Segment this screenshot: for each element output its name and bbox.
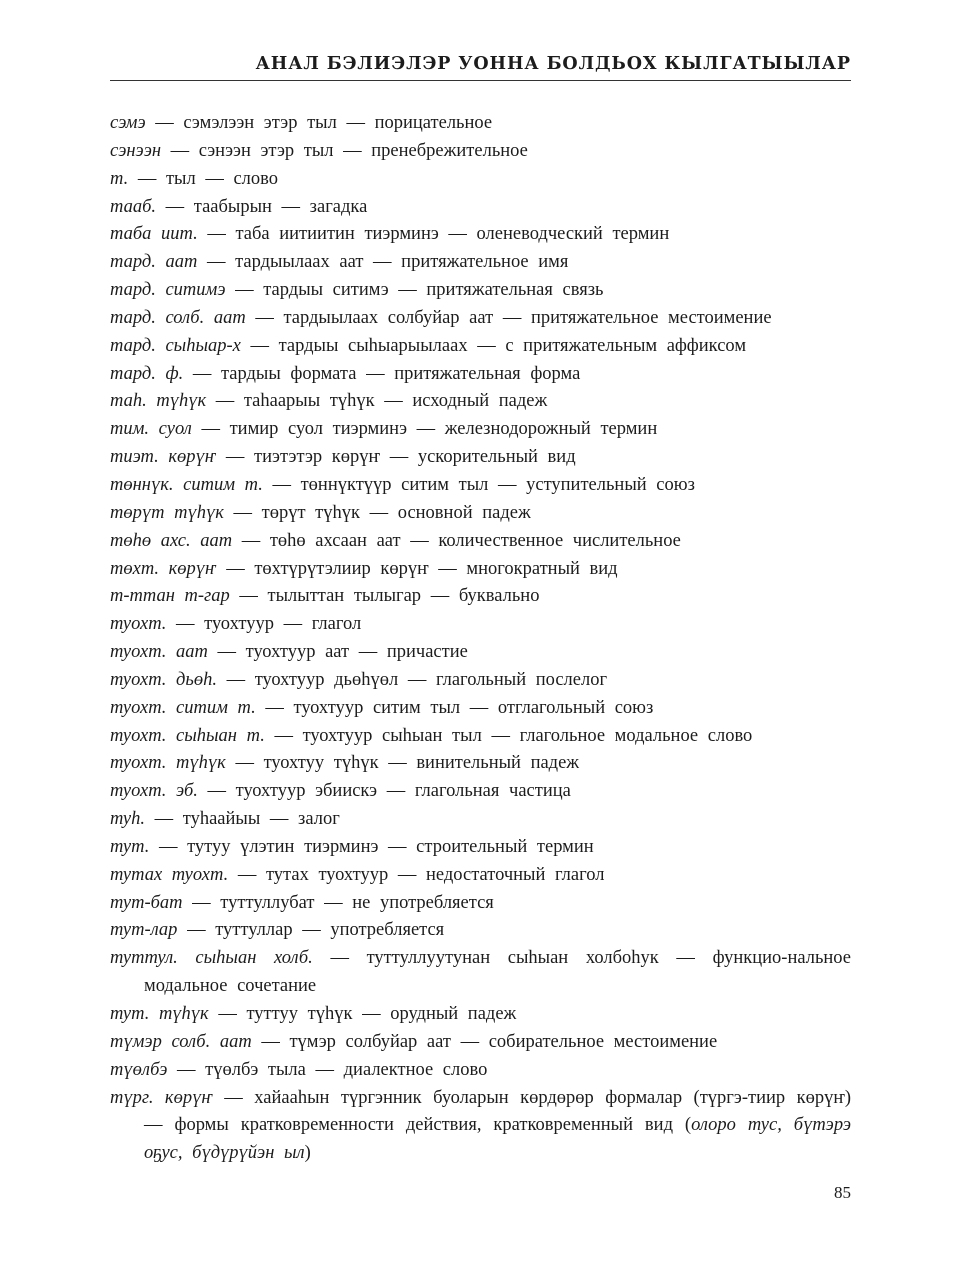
abbreviation-entry: сэнээн — сэнээн этэр тыл — пренебрежительное <box>110 140 528 161</box>
abbreviation-entry: тард. ситимэ — тардыы ситимэ — притяжательная связь <box>110 280 604 301</box>
abbreviation-entry: тутах туохт. — тутах туохтуур — недостаточный глагол <box>110 864 605 885</box>
entry-full-form: тиэтэтэр көрүҥ <box>254 447 381 468</box>
entry-translation: формы кратковременности действия, кратковременный вид <box>174 1115 673 1136</box>
entry-full-form: туһаайыы <box>182 809 261 830</box>
entry-translation: залог <box>298 809 340 830</box>
entry-full-form: тардыы ситимэ <box>263 280 389 301</box>
entry-translation: строительный термин <box>416 836 594 857</box>
abbreviation-entry: тааб. — таабырын — загадка <box>110 196 368 217</box>
entry-full-form: тутах туохтуур <box>265 864 389 885</box>
entry-abbreviation: тард. сыһыар-х <box>110 335 241 356</box>
entry-abbreviation: тут-лар <box>110 920 178 941</box>
entry-full-form: сэмэлээн этэр тыл <box>183 113 337 133</box>
entry-abbreviation: тард. солб. аат <box>110 307 246 328</box>
abbreviation-entry: туохт. дьөһ. — туохтуур дьөһүөл — глагольный послелог <box>110 669 608 690</box>
abbreviation-entry: түмэр солб. аат — түмэр солбуйар аат — собирательное местоимение <box>110 1031 718 1052</box>
abbreviation-entry: төннүк. ситим т. — төннүктүүр ситим тыл — уступительный союз <box>110 474 695 495</box>
entry-examples: олоро тус, бүтэрэ оҕус, бүдүрүйэн ыл <box>144 1115 851 1164</box>
entry-full-form: туохтуур ситим тыл <box>293 697 461 718</box>
entry-abbreviation: сэмэ <box>110 113 146 133</box>
entry-abbreviation: тут-бат <box>110 892 183 913</box>
abbreviation-entry: тут-бат — туттуллубат — не употребляется <box>110 892 494 913</box>
abbreviation-entry: туохт. сыһыан т. — туохтуур сыһыан тыл — глагольное модальное слово <box>110 725 753 746</box>
entry-full-form: тылыттан тылыгар <box>267 586 422 607</box>
entry-abbreviation: туохт. <box>110 614 167 635</box>
entry-abbreviation: тут. <box>110 836 150 857</box>
entry-abbreviation: тааб. <box>110 196 157 217</box>
abbreviation-entry: тут. — тутуу үлэтин тиэрминэ — строительный термин <box>110 836 594 857</box>
entry-full-form: туттуллуутунан сыһыан холбоһук <box>366 948 659 969</box>
abbreviation-entry: туохт. түһүк — туохтуу түһүк — винительный падеж <box>110 753 580 774</box>
entry-translation: исходный падеж <box>412 391 548 412</box>
entry-abbreviation: төрүт түһүк <box>110 502 224 523</box>
entry-translation: причастие <box>386 642 468 663</box>
entry-full-form: таһаарыы түһүк <box>243 391 375 412</box>
entry-full-form: төһө ахсаан аат <box>269 530 401 551</box>
page-number: 85 <box>834 1183 851 1202</box>
abbreviation-entry: туохт. эб. — туохтуур эбиискэ — глагольная частица <box>110 781 571 802</box>
entry-full-form: төннүктүүр ситим тыл <box>300 474 489 495</box>
entry-abbreviation: тут. түһүк <box>110 1004 209 1024</box>
entry-abbreviation: туохт. аат <box>110 642 208 663</box>
entry-abbreviation: түөлбэ <box>110 1059 168 1080</box>
entry-translation: с притяжательным аффиксом <box>505 335 747 356</box>
entry-translation: притяжательное местоимение <box>530 307 772 328</box>
entry-translation: притяжательное имя <box>401 252 569 273</box>
abbreviation-entry: төхт. көрүҥ — төхтүрүтэлиир көрүҥ — многократный вид <box>110 558 618 579</box>
abbreviation-list <box>110 110 851 1168</box>
entry-abbreviation: таба иит. <box>110 224 198 245</box>
entry-translation: многократный вид <box>466 558 618 579</box>
abbreviation-entry: т. — тыл — слово <box>110 168 279 189</box>
abbreviation-entry: сэмэ — сэмэлээн этэр тыл — порицательное <box>110 113 493 133</box>
entry-abbreviation: туһ. <box>110 809 145 830</box>
abbreviation-entry: тард. сыһыар-х — тардыы сыһыарыылаах — с притяжательным аффиксом <box>110 335 747 356</box>
entry-full-form: түөлбэ тыла <box>205 1059 306 1080</box>
entry-full-form: төрүт түһүк <box>261 502 360 523</box>
entry-translation: буквально <box>458 586 540 607</box>
entry-full-form: туттуллар <box>215 920 293 941</box>
entry-full-form: туттуллубат <box>220 892 315 913</box>
entry-full-form: түмэр солбуйар аат <box>289 1031 451 1052</box>
entry-translation: орудный падеж <box>390 1004 517 1024</box>
entry-full-form: туохтуур сыһыан тыл <box>302 725 482 746</box>
entry-translation: собирательное местоимение <box>488 1031 718 1052</box>
abbreviation-entry: туохт. ситим т. — туохтуур ситим тыл — отглагольный союз <box>110 697 654 718</box>
entry-full-form: сэнээн этэр тыл <box>198 140 334 161</box>
entry-abbreviation: түмэр солб. аат <box>110 1031 252 1052</box>
entry-full-form: хайааһын түргэнник буоларын көрдөрөр формалар (түргэ-тиир көрүҥ) <box>254 1087 852 1108</box>
entry-translation: основной падеж <box>397 502 531 523</box>
entry-abbreviation: төннүк. ситим т. <box>110 474 263 495</box>
entry-abbreviation: тиэт. көрүҥ <box>110 447 217 468</box>
abbreviation-entry: тут-лар — туттуллар — употребляется <box>110 920 445 941</box>
entry-translation: порицательное <box>374 113 493 133</box>
abbreviation-entry: төһө ахс. аат — төһө ахсаан аат — количественное числительное <box>110 530 681 551</box>
entry-translation: не употребляется <box>352 892 494 913</box>
entry-full-form: таба иитиитин тиэрминэ <box>235 224 439 245</box>
abbreviation-entry: туһ. — туһаайыы — залог <box>110 809 340 830</box>
entry-abbreviation: төһө ахс. аат <box>110 530 233 551</box>
entry-translation: пренебрежительное <box>371 140 528 161</box>
abbreviation-entry: т-ттан т-гар — тылыттан тылыгар — буквально <box>110 586 540 607</box>
entry-full-form: туохтуур дьөһүөл <box>254 669 399 690</box>
abbreviation-entry: тард. солб. аат — тардыылаах солбуйар аат — притяжательное местоимение <box>110 307 772 328</box>
entry-translation: винительный падеж <box>416 753 580 774</box>
entry-translation: глагольное модальное слово <box>519 725 753 746</box>
entry-translation: глагольная частица <box>414 781 571 802</box>
entry-full-form: төхтүрүтэлиир көрүҥ <box>254 558 429 579</box>
abbreviation-entry: тим. суол — тимир суол тиэрминэ — железнодорожный термин <box>110 419 658 440</box>
entry-abbreviation: тард. ситимэ <box>110 280 226 301</box>
entry-abbreviation: төхт. көрүҥ <box>110 558 217 579</box>
entry-abbreviation: туохт. сыһыан т. <box>110 725 265 746</box>
entry-translation: ускорительный вид <box>417 447 576 468</box>
entry-translation: оленеводческий термин <box>476 224 670 245</box>
abbreviation-entry: тут. түһүк — туттуу түһүк — орудный падеж <box>110 1004 517 1024</box>
abbreviation-entry: таһ. түһүк — таһаарыы түһүк — исходный падеж <box>110 391 548 412</box>
entry-abbreviation: сэнээн <box>110 140 162 161</box>
entry-abbreviation: т. <box>110 168 129 189</box>
entry-full-form: тардыы сыһыарыылаах <box>278 335 468 356</box>
abbreviation-entry: туттул. сыһыан холб. — туттуллуутунан сыһыан холбоһук — функцио-нальное модальное сочетание <box>110 948 851 997</box>
entry-translation: уступительный союз <box>526 474 695 495</box>
entry-translation: употребляется <box>330 920 445 941</box>
entry-abbreviation: таһ. түһүк <box>110 391 207 412</box>
entry-abbreviation: тутах туохт. <box>110 864 229 885</box>
abbreviation-entry: тиэт. көрүҥ — тиэтэтэр көрүҥ — ускорительный вид <box>110 447 576 468</box>
entry-translation: функцио-нальное модальное сочетание <box>144 948 851 997</box>
entry-translation: железнодорожный термин <box>444 419 658 440</box>
entry-full-form: туохтуур эбиискэ <box>235 781 378 802</box>
entry-abbreviation: тард. ф. <box>110 363 184 384</box>
entry-abbreviation: туохт. дьөһ. <box>110 669 217 690</box>
entry-translation: притяжательная связь <box>426 280 604 301</box>
entry-abbreviation: туохт. түһүк <box>110 753 226 774</box>
entry-translation: загадка <box>309 196 368 217</box>
abbreviation-entry: таба иит. — таба иитиитин тиэрминэ — оленеводческий термин <box>110 224 670 245</box>
entry-translation: отглагольный союз <box>497 697 654 718</box>
dictionary-page <box>110 0 851 1274</box>
entry-full-form: тардыы формата <box>220 363 357 384</box>
entry-full-form: таабырын <box>193 196 272 217</box>
abbreviation-entry: төрүт түһүк — төрүт түһүк — основной падеж <box>110 502 531 523</box>
entry-full-form: тардыылаах солбуйар аат <box>283 307 494 328</box>
entry-abbreviation: түрг. көрүҥ <box>110 1087 213 1108</box>
entry-translation: диалектное слово <box>343 1059 488 1080</box>
entry-abbreviation: туохт. эб. <box>110 781 198 802</box>
entry-translation: недостаточный глагол <box>426 864 605 885</box>
abbreviation-entry: түрг. көрүҥ — хайааһын түргэнник буоларын көрдөрөр формалар (түргэ-тиир көрүҥ) — формы кратковременности действия, кратковременный вид (олоро тус, бүтэрэ оҕус, бүдүрүйэн ыл) <box>110 1087 852 1164</box>
abbreviation-entry: тард. ф. — тардыы формата — притяжательная форма <box>110 363 581 384</box>
abbreviation-entry: туохт. — туохтуур — глагол <box>110 614 362 635</box>
entry-translation: количественное числительное <box>438 530 681 551</box>
entry-abbreviation: тард. аат <box>110 252 198 273</box>
header-rule <box>110 80 851 81</box>
entry-translation: глагол <box>311 614 362 635</box>
entry-abbreviation: тим. суол <box>110 419 192 440</box>
entry-full-form: тимир суол тиэрминэ <box>229 419 408 440</box>
entry-full-form: тыл <box>165 168 196 189</box>
entry-translation: слово <box>233 168 279 189</box>
entry-abbreviation: туттул. сыһыан холб. <box>110 948 313 969</box>
entry-full-form: тутуу үлэтин тиэрминэ <box>187 836 379 857</box>
entry-full-form: тардыылаах аат <box>235 252 364 273</box>
entry-full-form: туохтуу түһүк <box>263 753 379 774</box>
abbreviation-entry: тард. аат — тардыылаах аат — притяжательное имя <box>110 252 569 273</box>
entry-translation: притяжательная форма <box>394 363 581 384</box>
abbreviation-entry: туохт. аат — туохтуур аат — причастие <box>110 642 468 663</box>
entry-abbreviation: туохт. ситим т. <box>110 697 256 718</box>
abbreviation-entry: түөлбэ — түөлбэ тыла — диалектное слово <box>110 1059 488 1080</box>
running-head: АНАЛ БЭЛИЭЛЭР УОННА БОЛДЬОХ КЫЛГАТЫЫЛАР <box>255 54 851 74</box>
entry-full-form: туохтуур <box>204 614 274 635</box>
entry-translation: глагольный послелог <box>435 669 608 690</box>
entry-full-form: туохтуур аат <box>245 642 350 663</box>
entry-full-form: туттуу түһүк <box>246 1004 353 1024</box>
entry-abbreviation: т-ттан т-гар <box>110 586 230 607</box>
